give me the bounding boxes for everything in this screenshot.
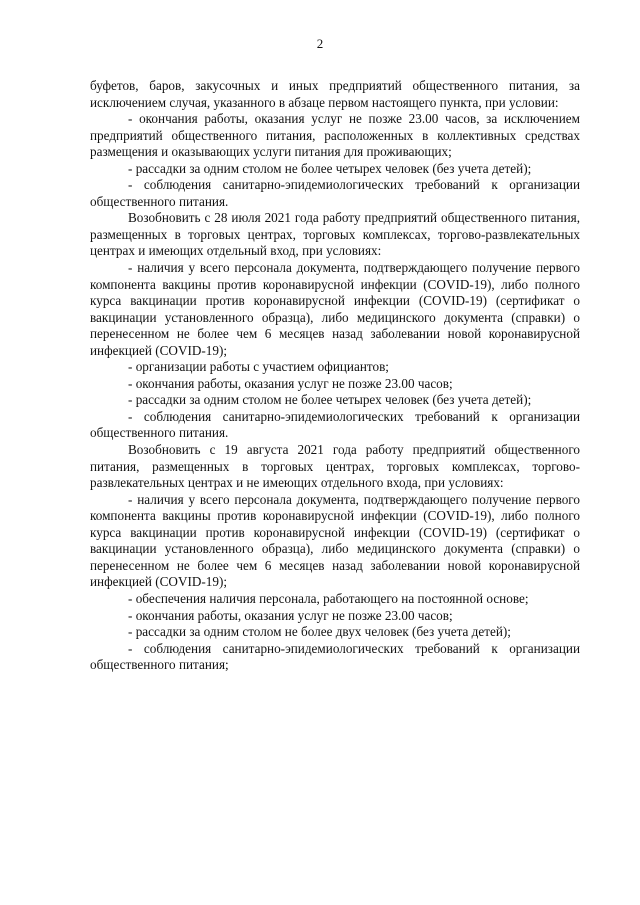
condition-sanitary: - соблюдения санитарно-эпидемиологических требований к организации общественного питания. [90, 177, 580, 209]
condition-closing-hours: - окончания работы, оказания услуг не позже 23.00 часов; [128, 607, 453, 623]
page-number: 2 [316, 36, 324, 51]
condition-permanent-staff: - обеспечения наличия персонала, работающего на постоянной основе; [128, 590, 529, 606]
condition-sanitary: - соблюдения санитарно-эпидемиологических требований к организации общественного питания. [90, 408, 580, 441]
condition-seating-four: - рассадки за одним столом не более четырех человек (без учета детей); [128, 160, 532, 176]
condition-closing-hours: - окончания работы, оказания услуг не позже 23.00 часов; [128, 375, 453, 391]
condition-seating-two: - рассадки за одним столом не более двух человек (без учета детей); [128, 624, 511, 640]
condition-waiters: - организации работы с участием официантов; [128, 359, 389, 375]
condition-staff-vaccination: - наличия у всего персонала документа, подтверждающего получение первого компонента вакцины против коронавирусной инфекции (COVID-19), либо полного курса вакцинации против коронавирусной инфекции (COVID-19) (сертификат о вакцинации установленного образца), либо медицинского документа (справки) о перенесенном не более чем 6 месяцев назад заболевании новой коронавирусной инфекцией (COVID-19); [90, 260, 580, 358]
paragraph-resume-july-28: Возобновить с 28 июля 2021 года работу предприятий общественного питания, размещенных в торговых центрах, торговых комплексах, торгово-развлекательных центрах и имеющих отдельный вход, при условиях: [90, 210, 580, 259]
condition-seating-four: - рассадки за одним столом не более четырех человек (без учета детей); [128, 392, 532, 408]
paragraph-resume-august-19: Возобновить с 19 августа 2021 года работу предприятий общественного питания, размещенных в торговых центрах, торговых комплексах, торгово-развлекательных центрах и не имеющих отдельного входа, при условиях: [90, 442, 580, 491]
paragraph-continuation: буфетов, баров, закусочных и иных предприятий общественного питания, за исключением случая, указанного в абзаце первом настоящего пункта, при условии: [90, 78, 580, 110]
document-body [90, 78, 580, 674]
condition-sanitary: - соблюдения санитарно-эпидемиологических требований к организации общественного питания; [90, 640, 580, 673]
condition-closing-hours: - окончания работы, оказания услуг не позже 23.00 часов, за исключением предприятий общественного питания, расположенных в коллективных средствах размещения и оказывающих услуги питания для проживающих; [90, 111, 580, 160]
condition-staff-vaccination: - наличия у всего персонала документа, подтверждающего получение первого компонента вакцины против коронавирусной инфекции (COVID-19), либо полного курса вакцинации против коронавирусной инфекции (COVID-19) (сертификат о вакцинации установленного образца), либо медицинского документа (справки) о перенесенном не более чем 6 месяцев назад заболевании новой коронавирусной инфекцией (COVID-19); [90, 491, 580, 590]
